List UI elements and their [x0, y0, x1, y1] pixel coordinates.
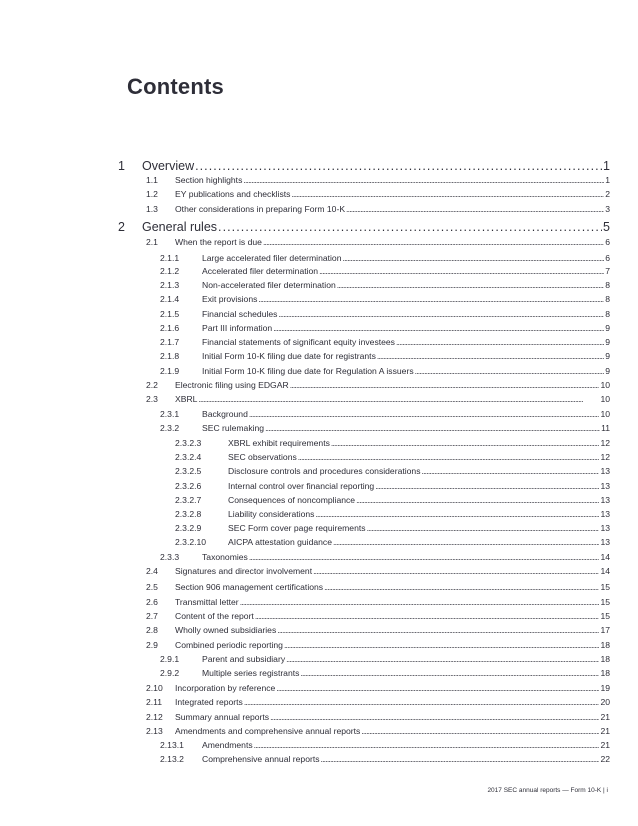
toc-entry-page: 18: [600, 654, 610, 664]
toc-entry-title: Other considerations in preparing Form 10-K: [175, 204, 346, 214]
dot-leader: [356, 496, 599, 505]
dot-leader: [422, 467, 600, 476]
toc-entry-2-1-3[interactable]: [160, 281, 610, 290]
toc-entry-number: 2.3.2.4: [175, 452, 202, 462]
dot-leader: [277, 626, 599, 635]
toc-entry-2-1-4[interactable]: [160, 295, 610, 304]
toc-entry-number: 2.3.1: [160, 409, 180, 419]
toc-entry-number: 2.13.1: [160, 740, 184, 750]
toc-entry-2-8[interactable]: [146, 626, 610, 635]
toc-entry-title: Amendments and comprehensive annual reports: [175, 726, 361, 736]
toc-entry-title: Incorporation by reference: [175, 683, 276, 693]
toc-entry-number: 1: [118, 159, 125, 173]
toc-entry-number: 2.3.2.10: [175, 537, 207, 547]
toc-entry-number: 1.3: [146, 204, 158, 214]
dot-leader: [198, 395, 599, 404]
dot-leader: [361, 727, 599, 736]
toc-entry-title: Consequences of noncompliance: [228, 495, 356, 505]
dot-leader: [324, 583, 599, 592]
toc-entry-title: Financial statements of significant equity investees: [202, 337, 395, 347]
toc-entry-page: 21: [600, 740, 610, 750]
toc-entry-page: 21: [600, 712, 610, 722]
dot-leader: [367, 524, 600, 533]
toc-entry-2-6[interactable]: [146, 598, 610, 607]
dot-leader: [290, 381, 600, 390]
dot-leader: [249, 410, 600, 419]
dot-leader: [396, 338, 604, 347]
toc-entry-number: 1.2: [146, 189, 158, 199]
dot-leader: [240, 598, 600, 607]
toc-entry-title: XBRL: [175, 394, 198, 404]
toc-entry-number: 2.1.5: [160, 309, 180, 319]
toc-entry-page: 12: [600, 452, 610, 462]
dot-leader: [286, 655, 599, 664]
toc-entry-1-2[interactable]: [146, 190, 610, 199]
toc-entry-number: 2: [118, 220, 125, 234]
toc-entry-number: 2.1.6: [160, 323, 180, 333]
toc-entry-number: 2.1.8: [160, 351, 180, 361]
toc-entry-1[interactable]: [118, 160, 610, 173]
toc-entry-number: 2.3.2.3: [175, 438, 202, 448]
toc-entry-2-3-1[interactable]: [160, 410, 610, 419]
toc-entry-2-4[interactable]: [146, 567, 610, 576]
toc-entry-title: EY publications and checklists: [175, 189, 291, 199]
toc-entry-page: 18: [600, 668, 610, 678]
toc-entry-page: 7: [605, 266, 610, 276]
toc-entry-page: 8: [605, 280, 610, 290]
toc-entry-2-1-9[interactable]: [160, 367, 610, 376]
toc-entry-number: 2.3.2: [160, 423, 180, 433]
toc-entry-title: Multiple series registrants: [202, 668, 300, 678]
toc-entry-page: 20: [600, 697, 610, 707]
toc-entry-number: 2.13.2: [160, 754, 184, 764]
toc-entry-title: Section highlights: [175, 175, 243, 185]
toc-entry-number: 2.4: [146, 566, 158, 576]
toc-entry-title: Non-accelerated filer determination: [202, 280, 336, 290]
dot-leader: [346, 205, 604, 214]
toc-entry-title: Integrated reports: [175, 697, 243, 707]
toc-entry-title: Comprehensive annual reports: [202, 754, 320, 764]
toc-entry-title: Taxonomies: [202, 552, 248, 562]
toc-entry-2-9[interactable]: [146, 641, 610, 650]
toc-entry-title: Large accelerated filer determination: [202, 253, 342, 263]
toc-entry-page: 6: [605, 253, 610, 263]
dot-leader: [273, 324, 604, 333]
toc-entry-title: Part III information: [202, 323, 273, 333]
toc-entry-page: 13: [600, 466, 610, 476]
toc-entry-page: 15: [600, 582, 610, 592]
dot-leader: [313, 567, 599, 576]
toc-entry-page: 9: [605, 351, 610, 361]
dot-leader: [263, 238, 604, 247]
toc-entry-title: Liability considerations: [228, 509, 315, 519]
dot-leader: [291, 190, 604, 199]
toc-entry-2-3-2-3[interactable]: [175, 439, 610, 448]
dot-leader: [249, 553, 600, 562]
toc-entry-number: 2.9: [146, 640, 158, 650]
toc-entry-page: 22: [600, 754, 610, 764]
page-title: Contents: [127, 74, 224, 99]
toc-entry-page: 13: [600, 523, 610, 533]
toc-entry-2[interactable]: [118, 221, 610, 234]
toc-entry-title: Content of the report: [175, 611, 254, 621]
toc-entry-2-3-3[interactable]: [160, 553, 610, 562]
toc-entry-number: 2.7: [146, 611, 158, 621]
toc-entry-number: 2.9.1: [160, 654, 180, 664]
toc-entry-2-3-2-4[interactable]: [175, 453, 610, 462]
toc-entry-2-1-1[interactable]: [160, 254, 610, 263]
toc-entry-number: 2.1.4: [160, 294, 180, 304]
dot-leader: [195, 160, 602, 173]
toc-entry-number: 2.1.7: [160, 337, 180, 347]
toc-entry-2-2[interactable]: [146, 381, 610, 390]
dot-leader: [319, 267, 604, 276]
toc-entry-2-3-2-5[interactable]: [175, 467, 610, 476]
toc-entry-number: 1.1: [146, 175, 158, 185]
dot-leader: [265, 424, 600, 433]
dot-leader: [343, 254, 605, 263]
toc-entry-number: 2.5: [146, 582, 158, 592]
toc-entry-title: Financial schedules: [202, 309, 278, 319]
toc-entry-number: 2.3.2.6: [175, 481, 202, 491]
toc-entry-page: 1: [605, 175, 610, 185]
toc-entry-2-1-8[interactable]: [160, 352, 610, 361]
dot-leader: [218, 221, 602, 234]
toc-entry-title: Background: [202, 409, 248, 419]
dot-leader: [244, 698, 600, 707]
toc-entry-2-1-6[interactable]: [160, 324, 610, 333]
toc-entry-page: 18: [600, 640, 610, 650]
toc-entry-page: 5: [603, 220, 610, 234]
toc-entry-2-3-2-8[interactable]: [175, 510, 610, 519]
dot-leader: [315, 510, 599, 519]
toc-entry-number: 2.8: [146, 625, 158, 635]
toc-entry-page: 15: [600, 597, 610, 607]
toc-entry-title: SEC observations: [228, 452, 297, 462]
toc-entry-2-5[interactable]: [146, 583, 610, 592]
dot-leader: [333, 538, 599, 547]
toc-entry-number: 2.3.3: [160, 552, 180, 562]
dot-leader: [300, 669, 599, 678]
toc-entry-number: 2.1.3: [160, 280, 180, 290]
toc-entry-2-1[interactable]: [146, 238, 610, 247]
toc-entry-number: 2.9.2: [160, 668, 180, 678]
toc-entry-title: AICPA attestation guidance: [228, 537, 332, 547]
toc-entry-2-13[interactable]: [146, 727, 610, 736]
toc-entry-page: 19: [600, 683, 610, 693]
toc-entry-title: SEC Form cover page requirements: [228, 523, 366, 533]
toc-entry-page: 13: [600, 509, 610, 519]
toc-entry-2-1-5[interactable]: [160, 310, 610, 319]
toc-entry-number: 2.1.9: [160, 366, 180, 376]
toc-entry-page: 12: [600, 438, 610, 448]
toc-entry-2-10[interactable]: [146, 684, 610, 693]
toc-entry-number: 2.13: [146, 726, 163, 736]
toc-entry-number: 2.1.2: [160, 266, 180, 276]
toc-entry-2-12[interactable]: [146, 713, 610, 722]
dot-leader: [377, 352, 604, 361]
toc-entry-2-9-1[interactable]: [160, 655, 610, 664]
dot-leader: [337, 281, 604, 290]
dot-leader: [254, 741, 600, 750]
dot-leader: [243, 176, 604, 185]
toc-entry-2-11[interactable]: [146, 698, 610, 707]
toc-entry-title: Parent and subsidiary: [202, 654, 286, 664]
toc-entry-2-13-2[interactable]: [160, 755, 610, 764]
toc-entry-number: 2.3.2.7: [175, 495, 202, 505]
toc-entry-page: 10: [600, 394, 610, 404]
dot-leader: [276, 684, 599, 693]
dot-leader: [321, 755, 600, 764]
toc-entry-number: 2.1.1: [160, 253, 180, 263]
dot-leader: [298, 453, 600, 462]
toc-entry-number: 2.6: [146, 597, 158, 607]
toc-entry-page: 14: [600, 552, 610, 562]
toc-entry-2-3-2-10[interactable]: [175, 538, 610, 547]
dot-leader: [278, 310, 604, 319]
toc-entry-page: 3: [605, 204, 610, 214]
toc-entry-title: Internal control over financial reporting: [228, 481, 375, 491]
toc-entry-number: 2.3: [146, 394, 158, 404]
toc-entry-title: Signatures and director involvement: [175, 566, 313, 576]
toc-entry-title: Overview: [142, 159, 195, 173]
toc-entry-2-7[interactable]: [146, 612, 610, 621]
toc-entry-2-3-2-9[interactable]: [175, 524, 610, 533]
toc-entry-2-3[interactable]: [146, 395, 610, 404]
toc-entry-number: 2.1: [146, 237, 158, 247]
toc-entry-title: Initial Form 10-K filing due date for Regulation A issuers: [202, 366, 414, 376]
toc-entry-title: XBRL exhibit requirements: [228, 438, 330, 448]
toc-entry-2-1-2[interactable]: [160, 267, 610, 276]
toc-entry-title: Summary annual reports: [175, 712, 270, 722]
dot-leader: [284, 641, 599, 650]
toc-entry-page: 8: [605, 294, 610, 304]
toc-entry-page: 13: [600, 495, 610, 505]
toc-entry-number: 2.2: [146, 380, 158, 390]
toc-entry-page: 13: [600, 537, 610, 547]
toc-entry-page: 15: [600, 611, 610, 621]
dot-leader: [375, 482, 599, 491]
toc-entry-title: Electronic filing using EDGAR: [175, 380, 289, 390]
toc-entry-2-13-1[interactable]: [160, 741, 610, 750]
toc-entry-page: 9: [605, 366, 610, 376]
toc-entry-2-3-2-6[interactable]: [175, 482, 610, 491]
dot-leader: [258, 295, 604, 304]
toc-entry-2-3-2[interactable]: [160, 424, 610, 433]
toc-entry-1-1[interactable]: [146, 176, 610, 185]
dot-leader: [415, 367, 605, 376]
toc-entry-number: 2.10: [146, 683, 163, 693]
dot-leader: [255, 612, 600, 621]
toc-entry-page: 1: [603, 159, 610, 173]
toc-entry-2-1-7[interactable]: [160, 338, 610, 347]
toc-entry-title: SEC rulemaking: [202, 423, 265, 433]
toc-entry-title: Initial Form 10-K filing due date for registrants: [202, 351, 376, 361]
toc-entry-title: Section 906 management certifications: [175, 582, 324, 592]
toc-entry-page: 13: [600, 481, 610, 491]
toc-entry-page: 2: [605, 189, 610, 199]
toc-entry-page: 8: [605, 309, 610, 319]
toc-entry-title: Exit provisions: [202, 294, 258, 304]
page-footer: 2017 SEC annual reports — Form 10-K | i: [487, 787, 608, 794]
toc-entry-number: 2.11: [146, 697, 163, 707]
toc-entry-2-3-2-7[interactable]: [175, 496, 610, 505]
toc-entry-title: General rules: [142, 220, 218, 234]
toc-entry-page: 11: [601, 423, 610, 433]
dot-leader: [331, 439, 600, 448]
toc-entry-page: 9: [605, 323, 610, 333]
toc-entry-number: 2.12: [146, 712, 163, 722]
toc-entry-page: 9: [605, 337, 610, 347]
toc-entry-title: Accelerated filer determination: [202, 266, 319, 276]
toc-entry-title: Transmittal letter: [175, 597, 239, 607]
toc-entry-number: 2.3.2.5: [175, 466, 202, 476]
toc-entry-2-9-2[interactable]: [160, 669, 610, 678]
toc-entry-page: 14: [600, 566, 610, 576]
toc-entry-page: 21: [600, 726, 610, 736]
toc-entry-title: Wholly owned subsidiaries: [175, 625, 277, 635]
toc-entry-page: 10: [600, 380, 610, 390]
toc-entry-title: Combined periodic reporting: [175, 640, 283, 650]
toc-entry-page: 17: [600, 625, 610, 635]
toc-entry-page: 10: [600, 409, 610, 419]
toc-entry-title: When the report is due: [175, 237, 262, 247]
dot-leader: [270, 713, 599, 722]
toc-entry-page: 6: [605, 237, 610, 247]
toc-entry-title: Disclosure controls and procedures considerations: [228, 466, 421, 476]
toc-entry-number: 2.3.2.8: [175, 509, 202, 519]
toc-entry-title: Amendments: [202, 740, 253, 750]
toc-entry-1-3[interactable]: [146, 205, 610, 214]
toc-entry-number: 2.3.2.9: [175, 523, 202, 533]
